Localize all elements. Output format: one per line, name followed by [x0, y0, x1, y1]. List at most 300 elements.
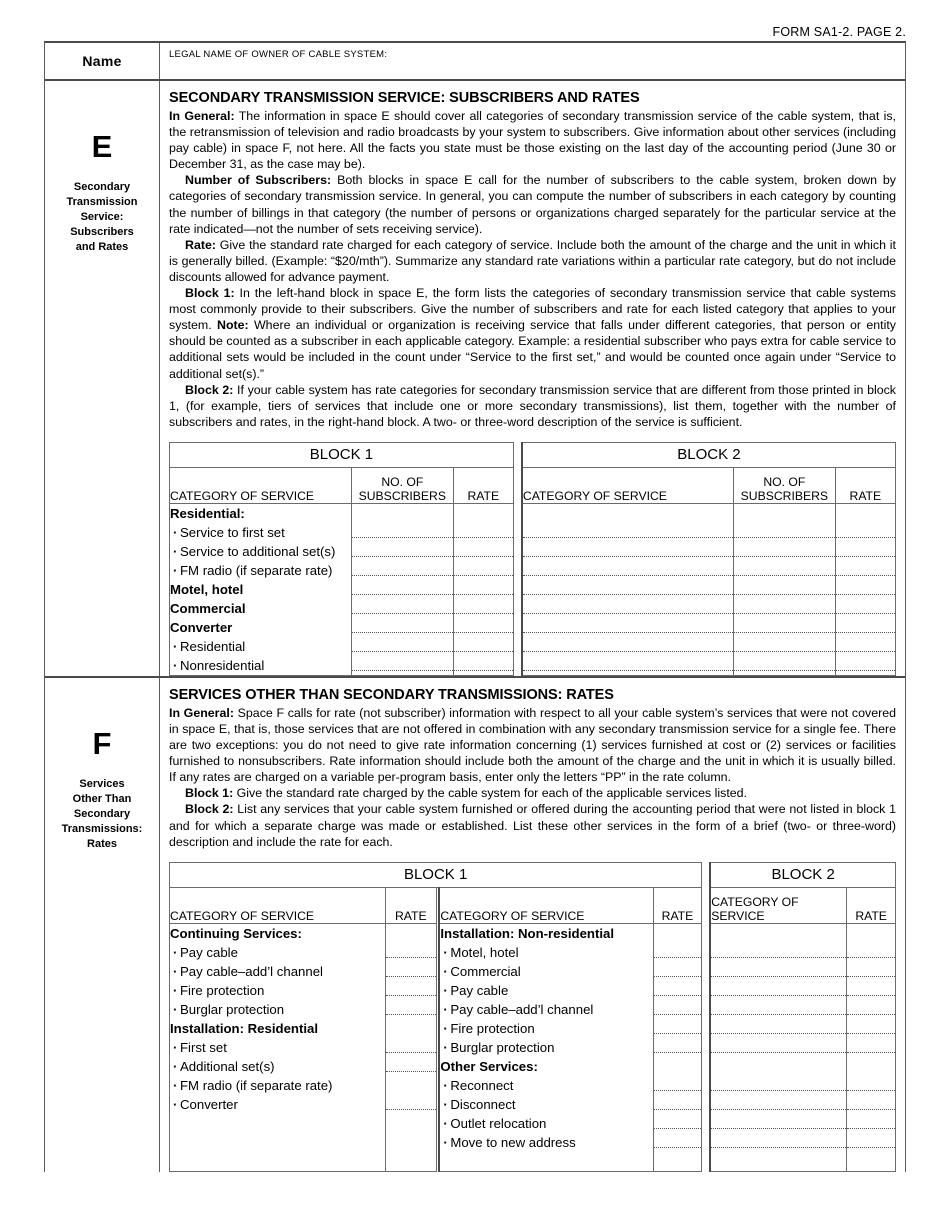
- dotted-rule: [847, 957, 895, 958]
- entry-field[interactable]: [454, 523, 513, 542]
- section-f-block2-title: BLOCK 2: [710, 862, 895, 887]
- dotted-rule: [386, 976, 436, 977]
- paragraph-lead: Block 1:: [185, 286, 235, 301]
- dotted-rule: [386, 995, 436, 996]
- entry-field[interactable]: [523, 618, 733, 637]
- entry-field[interactable]: [523, 656, 733, 675]
- entry-field[interactable]: [711, 981, 846, 1000]
- section-e-letter: E: [91, 129, 113, 164]
- paragraph-text: If your cable system has rate categories for secondary transmission service that are different from those printed in block 1, (for example, tiers of services that include one or more secondary transmissions), list them, together with the number of subscribers and rates, in the right-hand block. A two- or three-word description of the service is sufficient.: [169, 382, 896, 429]
- entry-field[interactable]: [847, 981, 895, 1000]
- paragraph-lead: Block 2:: [185, 382, 234, 397]
- entry-field[interactable]: [654, 1000, 702, 1019]
- entry-field[interactable]: [711, 1114, 846, 1133]
- entry-field[interactable]: [711, 943, 846, 962]
- entry-field[interactable]: [454, 637, 513, 656]
- entry-field[interactable]: [352, 599, 453, 618]
- block-gap: [513, 442, 521, 467]
- category-row-blank: [170, 1133, 385, 1152]
- col-subscribers-line1: NO. OF: [381, 474, 424, 489]
- col-subscribers-line1: NO. OF: [763, 474, 806, 489]
- section-e-block2-subscribers-entries[interactable]: [734, 503, 836, 675]
- entry-field[interactable]: [734, 637, 835, 656]
- category-row: Other Services:: [440, 1058, 538, 1074]
- entry-field[interactable]: [711, 1000, 846, 1019]
- paragraph-text: Give the standard rate charged for each category of service. Include both the amount of the charge and the unit in which it is generally billed. (Example: “$20/mth”). Summarize any standard rate variations within a particular rate category, but do not include discounts allowed for advance payment.: [169, 237, 896, 284]
- entry-field[interactable]: [352, 637, 453, 656]
- dotted-rule: [454, 670, 513, 671]
- block-gap: [702, 923, 710, 1171]
- dotted-rule: [711, 1014, 846, 1015]
- col-category-b1-right: CATEGORY OF SERVICE: [439, 887, 653, 923]
- paragraph-block-1: [169, 285, 896, 382]
- table-body-row: [170, 923, 896, 1171]
- paragraph-lead: Block 1:: [185, 786, 234, 801]
- dotted-rule: [654, 1128, 702, 1129]
- entry-field[interactable]: [847, 943, 895, 962]
- dotted-rule: [523, 670, 733, 671]
- dotted-rule: [352, 613, 453, 614]
- dotted-rule: [847, 995, 895, 996]
- entry-field[interactable]: [847, 962, 895, 981]
- section-e-block2-category-entries[interactable]: [522, 503, 734, 675]
- entry-field-blank: [711, 1152, 846, 1171]
- entry-field[interactable]: [352, 656, 453, 675]
- entry-field[interactable]: [734, 580, 835, 599]
- entry-field[interactable]: [847, 1095, 895, 1114]
- paragraph-number-of-subscribers: [169, 172, 896, 236]
- category-row: · Outlet relocation: [440, 1114, 652, 1133]
- section-f-block1-left-categories: [170, 923, 386, 1171]
- paragraph-rate: [169, 237, 896, 285]
- entry-field[interactable]: [654, 962, 702, 981]
- dotted-rule: [523, 594, 733, 595]
- dotted-rule: [654, 995, 702, 996]
- section-f-block2-rate-entries[interactable]: [847, 923, 896, 1171]
- entry-field[interactable]: [386, 1000, 436, 1019]
- entry-field[interactable]: [847, 1076, 895, 1095]
- dotted-rule: [523, 613, 733, 614]
- dotted-rule: [711, 1128, 846, 1129]
- entry-field[interactable]: [734, 599, 835, 618]
- col-category-b1-left: CATEGORY OF SERVICE: [170, 887, 386, 923]
- entry-field[interactable]: [386, 981, 436, 1000]
- entry-field-blank: [654, 924, 702, 943]
- section-f-letter: F: [92, 725, 112, 761]
- section-f-sidebar: [45, 678, 160, 1172]
- paragraph-block-1: [169, 785, 896, 801]
- sidebar-line: Subscribers: [70, 226, 134, 238]
- entry-field[interactable]: [654, 1038, 702, 1057]
- dotted-rule: [454, 632, 513, 633]
- sidebar-line: Secondary: [73, 181, 131, 193]
- category-row: · Residential: [170, 637, 351, 656]
- section-f-block1-right-categories: [439, 923, 653, 1171]
- dotted-rule: [711, 957, 846, 958]
- entry-field[interactable]: [847, 1019, 895, 1038]
- category-row: · Commercial: [440, 962, 652, 981]
- section-f-block2-category-entries[interactable]: [710, 923, 847, 1171]
- dotted-rule: [654, 1014, 702, 1015]
- category-row: · Burglar protection: [170, 1000, 385, 1019]
- entry-field[interactable]: [654, 1019, 702, 1038]
- entry-field-blank: [711, 924, 846, 943]
- entry-field[interactable]: [386, 1057, 436, 1076]
- entry-field-blank: [847, 1152, 895, 1171]
- dotted-rule: [836, 575, 895, 576]
- paragraph-lead: In General:: [169, 109, 235, 123]
- paragraph-block-2: [169, 382, 896, 430]
- dotted-rule: [734, 613, 835, 614]
- col-rate-b1: RATE: [453, 467, 513, 503]
- dotted-rule: [836, 670, 895, 671]
- category-row: · Fire protection: [440, 1019, 652, 1038]
- section-e: [45, 81, 905, 678]
- entry-field-blank: [386, 1133, 436, 1152]
- dotted-rule: [711, 976, 846, 977]
- paragraph-in-general: [169, 108, 896, 172]
- table-column-header-row: [170, 467, 896, 503]
- entry-field[interactable]: [386, 943, 436, 962]
- category-row-blank: [440, 1152, 652, 1171]
- dotted-rule: [836, 632, 895, 633]
- dotted-rule: [734, 556, 835, 557]
- entry-field[interactable]: [386, 1038, 436, 1057]
- dotted-rule: [454, 575, 513, 576]
- entry-field[interactable]: [352, 618, 453, 637]
- entry-field[interactable]: [454, 599, 513, 618]
- dotted-rule: [386, 1052, 436, 1053]
- dotted-rule: [386, 1014, 436, 1015]
- sidebar-line: Transmission: [66, 196, 138, 208]
- entry-field[interactable]: [454, 542, 513, 561]
- entry-field-blank: [386, 1076, 436, 1095]
- category-row: · FM radio (if separate rate): [170, 561, 351, 580]
- entry-field[interactable]: [386, 1095, 436, 1114]
- entry-field[interactable]: [654, 943, 702, 962]
- sidebar-line: Other Than: [72, 792, 132, 805]
- dotted-rule: [454, 537, 513, 538]
- dotted-rule: [352, 594, 453, 595]
- legal-name-field[interactable]: LEGAL NAME OF OWNER OF CABLE SYSTEM:: [169, 49, 388, 60]
- entry-field[interactable]: [454, 580, 513, 599]
- dotted-rule: [711, 995, 846, 996]
- sidebar-line: Rates: [87, 837, 117, 850]
- section-f-block1-right-rate-entries[interactable]: [653, 923, 702, 1171]
- dotted-rule: [352, 537, 453, 538]
- dotted-rule: [711, 1033, 846, 1034]
- entry-field[interactable]: [654, 1095, 702, 1114]
- dotted-rule: [523, 537, 733, 538]
- dotted-rule: [352, 575, 453, 576]
- section-e-title: SECONDARY TRANSMISSION SERVICE: SUBSCRIBERS AND RATES: [169, 90, 640, 106]
- dotted-rule: [847, 1033, 895, 1034]
- entry-field[interactable]: [836, 599, 895, 618]
- category-row: · Motel, hotel: [440, 943, 652, 962]
- category-row: · Converter: [170, 1095, 385, 1114]
- dotted-rule: [654, 1090, 702, 1091]
- category-row: · Service to additional set(s): [170, 542, 351, 561]
- dotted-rule: [454, 594, 513, 595]
- dotted-rule: [734, 594, 835, 595]
- entry-field[interactable]: [386, 962, 436, 981]
- entry-field[interactable]: [711, 1095, 846, 1114]
- entry-field[interactable]: [836, 561, 895, 580]
- entry-field[interactable]: [734, 523, 835, 542]
- sidebar-line: Secondary: [73, 807, 131, 820]
- dotted-rule: [734, 670, 835, 671]
- category-row: · Pay cable–add’l channel: [170, 962, 385, 981]
- sidebar-line: Service:: [80, 211, 124, 223]
- col-subscribers-line2: SUBSCRIBERS: [358, 488, 446, 503]
- entry-field[interactable]: [523, 542, 733, 561]
- section-e-sidebar: [45, 81, 160, 676]
- paragraph-text: In the left-hand block in space E, the form lists the categories of secondary transmission service that cable systems most commonly provide to their subscribers. Give the number of subscribers and rate for each listed category that applies to your system.: [169, 286, 896, 333]
- entry-field[interactable]: [836, 580, 895, 599]
- col-rate-b1-left: RATE: [385, 887, 436, 923]
- dotted-rule: [654, 957, 702, 958]
- dotted-rule: [523, 556, 733, 557]
- category-row: · Move to new address: [440, 1133, 652, 1152]
- category-row: Installation: Non-residential: [440, 925, 615, 941]
- section-e-block1-subscribers-entries[interactable]: [352, 503, 454, 675]
- entry-field-blank: [352, 504, 453, 523]
- entry-field[interactable]: [654, 981, 702, 1000]
- dotted-rule: [654, 976, 702, 977]
- entry-field[interactable]: [847, 1133, 895, 1152]
- col-subscribers-b2: [734, 467, 836, 503]
- form-frame: [44, 41, 906, 1172]
- section-e-block1-title: BLOCK 1: [170, 442, 514, 467]
- dotted-rule: [711, 1147, 846, 1148]
- col-rate-b2: RATE: [847, 887, 896, 923]
- block-gap: [702, 887, 710, 923]
- dotted-rule: [847, 1090, 895, 1091]
- paragraph-text: Space F calls for rate (not subscriber) information with respect to all your cable system’s services that were not covered in space E, that is, those services that are not offered in combination with any secondary transmission service for a single fee. There are two exceptions: you do not need to give rate information concerning (1) services furnished at cost or (2) services or facilities furnished to nonsubscribers. Rate information should include both the amount of the charge and the unit in which it is usually billed. If any rates are charged on a variable per-program basis, enter only the letters “PP” in the rate column.: [169, 705, 897, 785]
- category-row: · Pay cable–add’l channel: [440, 1000, 652, 1019]
- dotted-rule: [654, 1147, 702, 1148]
- entry-field-blank: [847, 1057, 895, 1076]
- entry-field-blank: [386, 1152, 436, 1171]
- category-row: · First set: [170, 1038, 385, 1057]
- entry-field[interactable]: [734, 618, 835, 637]
- form-identifier: FORM SA1-2. PAGE 2.: [772, 25, 906, 39]
- dotted-rule: [836, 537, 895, 538]
- dotted-rule: [847, 1147, 895, 1148]
- category-row: Residential:: [170, 505, 245, 521]
- dotted-rule: [654, 1109, 702, 1110]
- section-e-block1-rate-entries[interactable]: [453, 503, 513, 675]
- dotted-rule: [836, 594, 895, 595]
- entry-field[interactable]: [836, 637, 895, 656]
- entry-field[interactable]: [711, 962, 846, 981]
- dotted-rule: [836, 613, 895, 614]
- dotted-rule: [711, 1090, 846, 1091]
- entry-field[interactable]: [523, 523, 733, 542]
- dotted-rule: [352, 556, 453, 557]
- dotted-rule: [523, 651, 733, 652]
- entry-field[interactable]: [711, 1133, 846, 1152]
- dotted-rule: [352, 632, 453, 633]
- entry-field[interactable]: [352, 580, 453, 599]
- category-row: Continuing Services:: [170, 925, 302, 941]
- category-row: · FM radio (if separate rate): [170, 1076, 385, 1095]
- category-row: · Pay cable: [440, 981, 652, 1000]
- dotted-rule: [836, 651, 895, 652]
- entry-field[interactable]: [523, 599, 733, 618]
- sidebar-line: Services: [79, 777, 125, 790]
- category-row: · Additional set(s): [170, 1057, 385, 1076]
- dotted-rule: [386, 1109, 436, 1110]
- entry-field[interactable]: [654, 1133, 702, 1152]
- entry-field-blank: [654, 1057, 702, 1076]
- category-row: · Disconnect: [440, 1095, 652, 1114]
- entry-field-blank: [711, 1057, 846, 1076]
- dotted-rule: [734, 651, 835, 652]
- entry-field[interactable]: [836, 618, 895, 637]
- table-block-title-row: [170, 442, 896, 467]
- entry-field-blank: [386, 1114, 436, 1133]
- entry-field[interactable]: [836, 542, 895, 561]
- col-rate-b2: RATE: [835, 467, 895, 503]
- paragraph-lead: Block 2:: [185, 802, 234, 817]
- dotted-rule: [454, 651, 513, 652]
- entry-field-blank: [836, 504, 895, 523]
- section-e-table: [169, 442, 896, 676]
- section-f-title: SERVICES OTHER THAN SECONDARY TRANSMISSIONS: RATES: [169, 686, 614, 703]
- entry-field-blank: [523, 504, 733, 523]
- paragraph-lead: In General:: [169, 705, 234, 720]
- dotted-rule: [734, 537, 835, 538]
- category-row: Commercial: [170, 600, 246, 616]
- entry-field[interactable]: [523, 580, 733, 599]
- entry-field[interactable]: [454, 561, 513, 580]
- col-subscribers-line2: SUBSCRIBERS: [740, 488, 829, 503]
- dotted-rule: [386, 1071, 436, 1072]
- entry-field-blank: [734, 504, 835, 523]
- dotted-rule: [847, 976, 895, 977]
- entry-field[interactable]: [523, 637, 733, 656]
- dotted-rule: [454, 556, 513, 557]
- paragraph-text-note: Where an individual or organization is receiving service that falls under different categories, that person or entity should be counted as a subscriber in each applicable category. Example: a residential subscriber who pays extra for cable service to additional sets would be included in the count under “Service to the first set,” and would be counted once again under “Service to additional set(s).”: [169, 318, 896, 381]
- entry-field[interactable]: [734, 561, 835, 580]
- entry-field[interactable]: [352, 561, 453, 580]
- section-e-block2-rate-entries[interactable]: [835, 503, 895, 675]
- paragraph-text: Both blocks in space E call for the number of subscribers to the cable system, broken down by categories of secondary transmission service. In general, you can compute the number of subscribers in each category by counting the number of billings in that category (the number of persons or organizations charged separately for the particular service at the rate indicated—not the number of sets receiving service).: [169, 173, 896, 236]
- entry-field[interactable]: [352, 542, 453, 561]
- dotted-rule: [734, 575, 835, 576]
- section-f: [45, 678, 905, 1172]
- col-category-b1: CATEGORY OF SERVICE: [170, 467, 352, 503]
- entry-field[interactable]: [847, 1038, 895, 1057]
- category-row: Motel, hotel: [170, 581, 244, 597]
- entry-field[interactable]: [711, 1019, 846, 1038]
- dotted-rule: [847, 1014, 895, 1015]
- entry-field[interactable]: [847, 1000, 895, 1019]
- entry-field[interactable]: [654, 1076, 702, 1095]
- entry-field-blank: [386, 924, 436, 943]
- section-e-body: [160, 81, 905, 676]
- table-block-title-row: [170, 862, 896, 887]
- name-band: [45, 43, 905, 81]
- name-label: Name: [45, 43, 160, 79]
- block-gap: [513, 467, 521, 503]
- category-row: · Pay cable: [170, 943, 385, 962]
- dotted-rule: [836, 556, 895, 557]
- category-row: · Nonresidential: [170, 656, 351, 675]
- entry-field[interactable]: [734, 542, 835, 561]
- entry-field-blank: [386, 1019, 436, 1038]
- sidebar-line: and Rates: [75, 241, 129, 253]
- entry-field[interactable]: [523, 561, 733, 580]
- table-column-header-row: [170, 887, 896, 923]
- block-gap: [513, 503, 521, 675]
- entry-field-blank: [454, 504, 513, 523]
- category-row: · Fire protection: [170, 981, 385, 1000]
- entry-field[interactable]: [654, 1114, 702, 1133]
- col-rate-b1-right: RATE: [653, 887, 702, 923]
- entry-field[interactable]: [454, 656, 513, 675]
- entry-field[interactable]: [711, 1076, 846, 1095]
- entry-field[interactable]: [352, 523, 453, 542]
- dotted-rule: [654, 1052, 702, 1053]
- block-gap: [702, 862, 710, 887]
- dotted-rule: [352, 670, 453, 671]
- entry-field[interactable]: [836, 656, 895, 675]
- dotted-rule: [711, 1109, 846, 1110]
- entry-field[interactable]: [711, 1038, 846, 1057]
- entry-field[interactable]: [836, 523, 895, 542]
- paragraph-text: Give the standard rate charged by the cable system for each of the applicable services listed.: [233, 786, 748, 801]
- col-category-b2: CATEGORY OF SERVICE: [522, 467, 734, 503]
- category-row-blank: [170, 1152, 385, 1171]
- entry-field[interactable]: [454, 618, 513, 637]
- category-row: · Service to first set: [170, 523, 351, 542]
- dotted-rule: [654, 1033, 702, 1034]
- dotted-rule: [523, 575, 733, 576]
- section-f-table: [169, 862, 896, 1172]
- entry-field-blank: [654, 1152, 702, 1171]
- col-subscribers-b1: [352, 467, 454, 503]
- paragraph-lead-note: Note:: [217, 318, 249, 333]
- dotted-rule: [523, 632, 733, 633]
- dotted-rule: [352, 651, 453, 652]
- category-row: · Reconnect: [440, 1076, 652, 1095]
- section-e-block2-title: BLOCK 2: [522, 442, 896, 467]
- section-e-block1-categories: [170, 503, 352, 675]
- entry-field-blank: [847, 924, 895, 943]
- paragraph-block-2: [169, 801, 896, 849]
- paragraph-text: The information in space E should cover all categories of secondary transmission service of the cable system, that is, the retransmission of television and radio broadcasts by your system to subscribers. Give information about other services (including pay cable) in space F, not here. All the facts you state must be those existing on the last day of the accounting period (June 30 or December 31, as the case may be).: [169, 109, 896, 172]
- entry-field[interactable]: [734, 656, 835, 675]
- category-row: Converter: [170, 619, 233, 635]
- section-e-sidebar-title: [45, 180, 159, 255]
- dotted-rule: [847, 1128, 895, 1129]
- section-f-sidebar-title: [45, 777, 159, 852]
- dotted-rule: [711, 1052, 846, 1053]
- table-body-row: [170, 503, 896, 675]
- category-row: Installation: Residential: [170, 1020, 319, 1036]
- dotted-rule: [454, 613, 513, 614]
- dotted-rule: [386, 957, 436, 958]
- paragraph-lead: Rate:: [185, 237, 216, 252]
- entry-field[interactable]: [847, 1114, 895, 1133]
- sidebar-line: Transmissions:: [61, 822, 143, 835]
- section-f-block1-left-rate-entries[interactable]: [385, 923, 436, 1171]
- dotted-rule: [734, 632, 835, 633]
- col-category-b2: CATEGORY OF SERVICE: [710, 887, 847, 923]
- dotted-rule: [847, 1109, 895, 1110]
